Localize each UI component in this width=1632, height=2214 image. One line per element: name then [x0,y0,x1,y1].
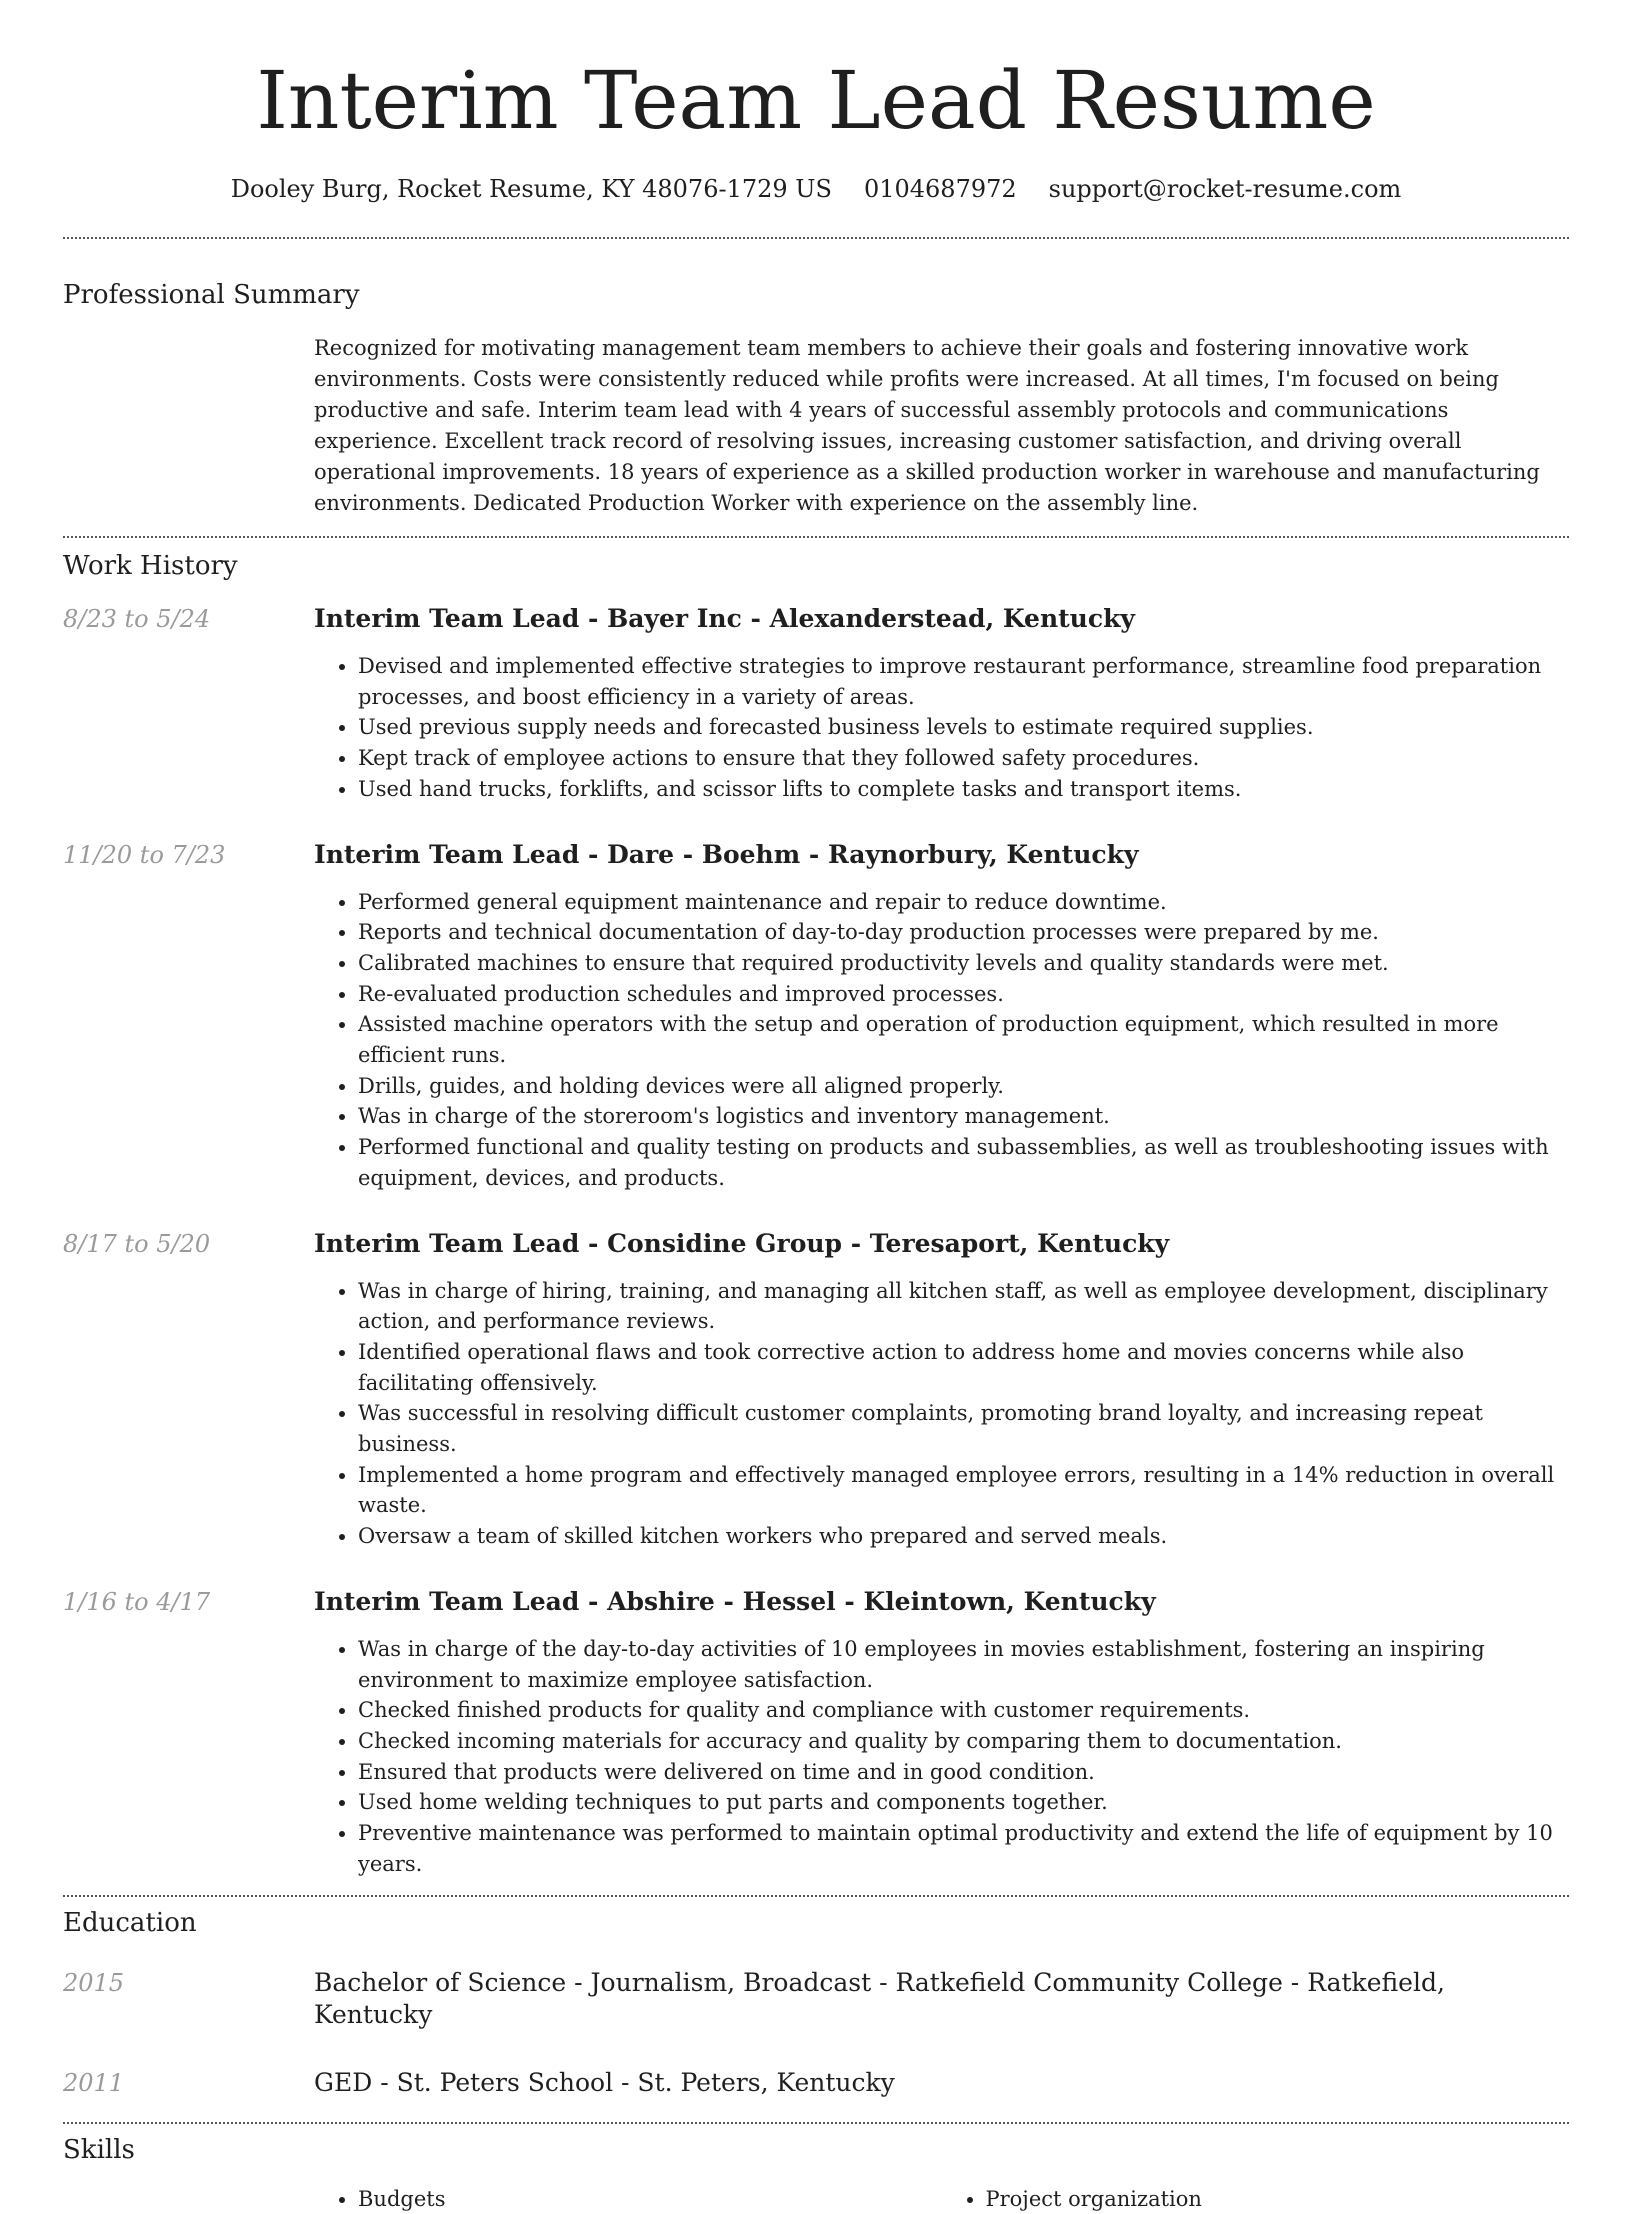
contact-info [63,174,1569,204]
job-bullet: • Re-evaluated production schedules and improved processes. [358,979,1569,1010]
job-bullet: • Was successful in resolving difficult customer complaints, promoting brand loyalty, and increasing repeat business. [358,1398,1569,1459]
job-dates: 8/17 to 5/20 [63,1229,211,1258]
section-divider [63,536,1569,538]
education-entry [63,2067,1569,2099]
summary-text: Recognized for motivating management team members to achieve their goals and fostering innovative work environments. Costs were consistently reduced while profits were increased. At all times, I'm focused on being productive and safe. Interim team lead with 4 years of successful assembly protocols and communications experience. Excellent track record of resolving issues, increasing customer satisfaction, and driving overall operational improvements. 18 years of experience as a skilled production worker in warehouse and manufacturing environments. Dedicated Production Worker with experience on the assembly line. [314,336,1540,515]
education-title: GED - St. Peters School - St. Peters, Kentucky [314,2067,895,2097]
job-bullet: • Preventive maintenance was performed to maintain optimal productivity and extend the life of equipment by 10 years. [358,1818,1569,1879]
job-body [314,603,1569,805]
job-bullets [314,1276,1569,1552]
job-bullet: • Was in charge of the storeroom's logistics and inventory management. [358,1101,1569,1132]
education-heading: Education [63,1907,197,1938]
job-bullet: • Checked finished products for quality and compliance with customer requirements. [358,1695,1569,1726]
job-bullet: • Oversaw a team of skilled kitchen workers who prepared and served meals. [358,1521,1569,1552]
job-bullet: • Devised and implemented effective strategies to improve restaurant performance, streamline food preparation processes, and boost efficiency in a variety of areas. [358,651,1569,712]
job-title: Interim Team Lead - Dare - Boehm - Raynorbury, Kentucky [314,839,1139,869]
job-dates: 8/23 to 5/24 [63,605,211,633]
resume-title: Interim Team Lead Resume [256,54,1376,147]
job-bullet: • Performed functional and quality testing on products and subassemblies, as well as troubleshooting issues with equipment, devices, and products. [358,1132,1569,1193]
section-divider [63,1895,1569,1897]
summary-heading: Professional Summary [63,280,360,310]
contact-phone: 0104687972 [863,175,1017,203]
job-bullet: • Used previous supply needs and forecasted business levels to estimate required supplies. [358,712,1569,743]
skill-item: • Budgets [358,2184,942,2214]
skill-item: • Project organization [986,2184,1570,2214]
job-bullets [314,651,1569,805]
job-body [314,839,1569,1194]
job-entry [63,1228,1569,1552]
job-entry [63,839,1569,1194]
skills-column-right [942,2184,1570,2214]
job-bullet: • Was in charge of the day-to-day activities of 10 employees in movies establishment, fostering an inspiring environment to maximize employee satisfaction. [358,1634,1569,1695]
job-entry [63,1586,1569,1880]
job-bullet: • Kept track of employee actions to ensure that they followed safety procedures. [358,743,1569,774]
contact-address: Dooley Burg, Rocket Resume, KY 48076-1729 US [230,175,832,203]
job-body [314,1586,1569,1880]
job-dates: 1/16 to 4/17 [63,1587,211,1616]
job-bullets [314,1634,1569,1880]
job-bullet: • Ensured that products were delivered on time and in good condition. [358,1757,1569,1788]
job-bullet: • Was in charge of hiring, training, and managing all kitchen staff, as well as employee development, disciplinary action, and performance reviews. [358,1276,1569,1337]
contact-email: support@rocket-resume.com [1048,175,1402,203]
job-bullet: • Used hand trucks, forklifts, and scissor lifts to complete tasks and transport items. [358,774,1569,805]
skills-heading: Skills [63,2134,135,2165]
job-bullet: • Calibrated machines to ensure that required productivity levels and quality standards were met. [358,948,1569,979]
section-divider [63,2122,1569,2124]
education-title: Bachelor of Science - Journalism, Broadcast - Ratkefield Community College - Ratkefield, Kentucky [314,1967,1445,2029]
work-history-heading: Work History [63,551,238,581]
section-divider [63,237,1569,239]
job-entry [63,603,1569,805]
skills-list [314,2184,1569,2214]
education-year: 2011 [63,2068,125,2097]
job-bullet: • Performed general equipment maintenance and repair to reduce downtime. [358,887,1569,918]
job-bullet: • Checked incoming materials for accuracy and quality by comparing them to documentation. [358,1726,1569,1757]
education-entry [63,1967,1569,2031]
job-body [314,1228,1569,1552]
job-title: Interim Team Lead - Considine Group - Teresaport, Kentucky [314,1228,1170,1258]
job-dates: 11/20 to 7/23 [63,840,226,869]
job-bullets [314,887,1569,1194]
job-bullet: • Implemented a home program and effectively managed employee errors, resulting in a 14% reduction in overall waste. [358,1460,1569,1521]
education-year: 2015 [63,1968,125,1997]
job-title: Interim Team Lead - Bayer Inc - Alexanderstead, Kentucky [314,604,1135,633]
job-bullet: • Assisted machine operators with the setup and operation of production equipment, which resulted in more efficient runs. [358,1009,1569,1070]
job-bullet: • Used home welding techniques to put parts and components together. [358,1787,1569,1818]
job-bullet: • Identified operational flaws and took corrective action to address home and movies concerns while also facilitating offensively. [358,1337,1569,1398]
job-title: Interim Team Lead - Abshire - Hessel - Kleintown, Kentucky [314,1586,1156,1616]
job-bullet: • Reports and technical documentation of day-to-day production processes were prepared by me. [358,917,1569,948]
skills-column-left [314,2184,942,2214]
job-bullet: • Drills, guides, and holding devices were all aligned properly. [358,1071,1569,1102]
